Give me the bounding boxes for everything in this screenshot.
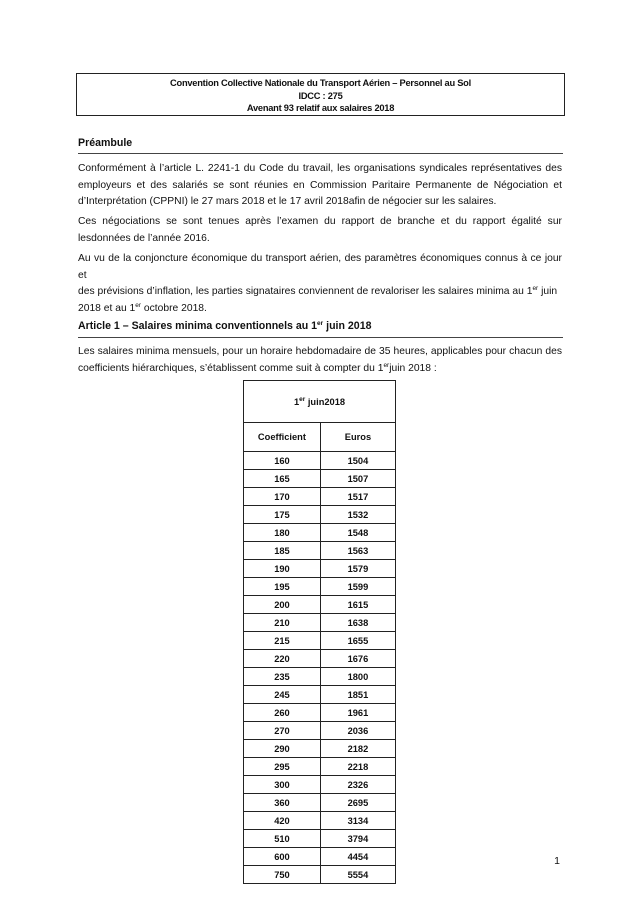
p3-line-2 [78,284,562,301]
article-1-paragraph [78,344,562,377]
coefficient-cell: 420 [244,812,321,830]
coefficient-cell: 510 [244,830,321,848]
p2-line-1: Ces négociations se sont tenues après l’examen du rapport de branche et du rapport égalité sur [78,216,562,227]
coefficient-cell: 750 [244,866,321,884]
a1-line-2-end: juin 2018 : [389,362,437,374]
coefficient-cell: 185 [244,542,321,560]
coefficient-cell: 170 [244,488,321,506]
table-row [244,776,396,794]
euros-cell: 2695 [320,794,395,812]
table-row [244,524,396,542]
table-row [244,812,396,830]
table-row [244,470,396,488]
article-1-rule [78,337,563,338]
coefficient-cell: 300 [244,776,321,794]
table-title-text: 1 [293,396,300,407]
p1-line-3: d’Interprétation (CPPNI) le 27 mars 2018 et le 17 avril 2018afin de négocier sur les salaires. [78,196,497,207]
euros-cell: 1532 [320,506,395,524]
header-idcc: IDCC : 275 [298,90,343,101]
preambule-rule [78,153,563,154]
table-row [244,632,396,650]
p3-line-2-end: juin [538,286,558,297]
header-title: Convention Collective Nationale du Transport Aérien – Personnel au Sol [170,78,471,88]
euros-cell: 4454 [320,848,395,866]
table-row [244,794,396,812]
column-header-euros: Euros [320,423,395,452]
euros-cell: 1676 [320,650,395,668]
euros-cell: 2182 [320,740,395,758]
euros-cell: 5554 [320,866,395,884]
p3-line-2-sup: er [532,285,539,292]
coefficient-cell: 260 [244,704,321,722]
a1-line-2-sup: er [383,361,390,369]
coefficient-cell: 160 [244,452,321,470]
column-header-coefficient: Coefficient [244,423,321,452]
table-title-end: juin2018 [305,396,346,407]
coefficient-cell: 235 [244,668,321,686]
p3-line-3-text: 2018 et au 1 [78,302,136,314]
euros-cell: 1517 [320,488,395,506]
euros-cell: 1851 [320,686,395,704]
euros-cell: 1548 [320,524,395,542]
table-row [244,722,396,740]
article-1-title-text: Article 1 – Salaires minima conventionnels au 1 [78,320,318,332]
coefficient-cell: 195 [244,578,321,596]
euros-cell: 1507 [320,470,395,488]
table-row [244,650,396,668]
euros-cell: 1504 [320,452,395,470]
table-row [244,704,396,722]
article-1-title-sup: er [317,320,324,327]
article-1-title-end: juin 2018 [323,320,372,332]
document-header-box [76,73,565,116]
table-row [244,452,396,470]
page-number: 1 [554,855,560,867]
euros-cell: 1800 [320,668,395,686]
euros-cell: 1615 [320,596,395,614]
euros-cell: 1579 [320,560,395,578]
euros-cell: 2326 [320,776,395,794]
coefficient-cell: 190 [244,560,321,578]
coefficient-cell: 210 [244,614,321,632]
coefficient-cell: 165 [244,470,321,488]
article-1-title [78,320,372,332]
euros-cell: 1961 [320,704,395,722]
table-title-sup: er [299,395,306,403]
p3-line-2-text: des prévisions d’inflation, les parties signataires conviennent de revaloriser les salaires minima au 1 [78,286,533,297]
table-row [244,848,396,866]
euros-cell: 3794 [320,830,395,848]
salary-table [243,380,396,884]
table-row [244,668,396,686]
table-row [244,488,396,506]
coefficient-cell: 600 [244,848,321,866]
coefficient-cell: 220 [244,650,321,668]
p2-line-2: lesdonnées de l’année 2016. [78,232,210,244]
euros-cell: 3134 [320,812,395,830]
p3-line-3-sup: er [135,301,142,309]
coefficient-cell: 215 [244,632,321,650]
euros-cell: 2218 [320,758,395,776]
a1-line-1: Les salaires minima mensuels, pour un horaire hebdomadaire de 35 heures, applicables pour chacun des [78,346,562,357]
p1-line-2: employeurs et des salariés se sont réunies en Commission Paritaire Permanente de Négociation et [78,179,562,191]
coefficient-cell: 270 [244,722,321,740]
p3-line-1: Au vu de la conjoncture économique du transport aérien, des paramètres économiques connus à ce jour et [78,253,562,281]
euros-cell: 1599 [320,578,395,596]
coefficient-cell: 295 [244,758,321,776]
table-row [244,542,396,560]
coefficient-cell: 175 [244,506,321,524]
table-row [244,614,396,632]
table-row [244,596,396,614]
table-row [244,506,396,524]
table-row [244,560,396,578]
table-row [244,740,396,758]
preambule-paragraph-2 [78,214,562,247]
coefficient-cell: 360 [244,794,321,812]
table-row [244,686,396,704]
table-row [244,830,396,848]
euros-cell: 1638 [320,614,395,632]
p3-line-3 [78,301,562,318]
coefficient-cell: 180 [244,524,321,542]
p3-line-3-end: octobre 2018. [141,302,207,314]
a1-line-2-text: coefficients hiérarchiques, s’établissent comme suit à compter du 1 [78,362,384,374]
table-row [244,866,396,884]
table-row [244,578,396,596]
table-row [244,758,396,776]
preambule-title: Préambule [78,137,133,149]
coefficient-cell: 290 [244,740,321,758]
a1-line-2 [78,361,562,378]
table-title [244,381,396,423]
coefficient-cell: 200 [244,596,321,614]
euros-cell: 1563 [320,542,395,560]
header-avenant: Avenant 93 relatif aux salaires 2018 [246,103,395,113]
preambule-paragraph-1 [78,161,562,211]
euros-cell: 1655 [320,632,395,650]
coefficient-cell: 245 [244,686,321,704]
preambule-paragraph-3 [78,251,562,317]
p1-line-1: Conformément à l’article L. 2241-1 du Code du travail, les organisations syndicales représentatives des [78,163,562,174]
euros-cell: 2036 [320,722,395,740]
